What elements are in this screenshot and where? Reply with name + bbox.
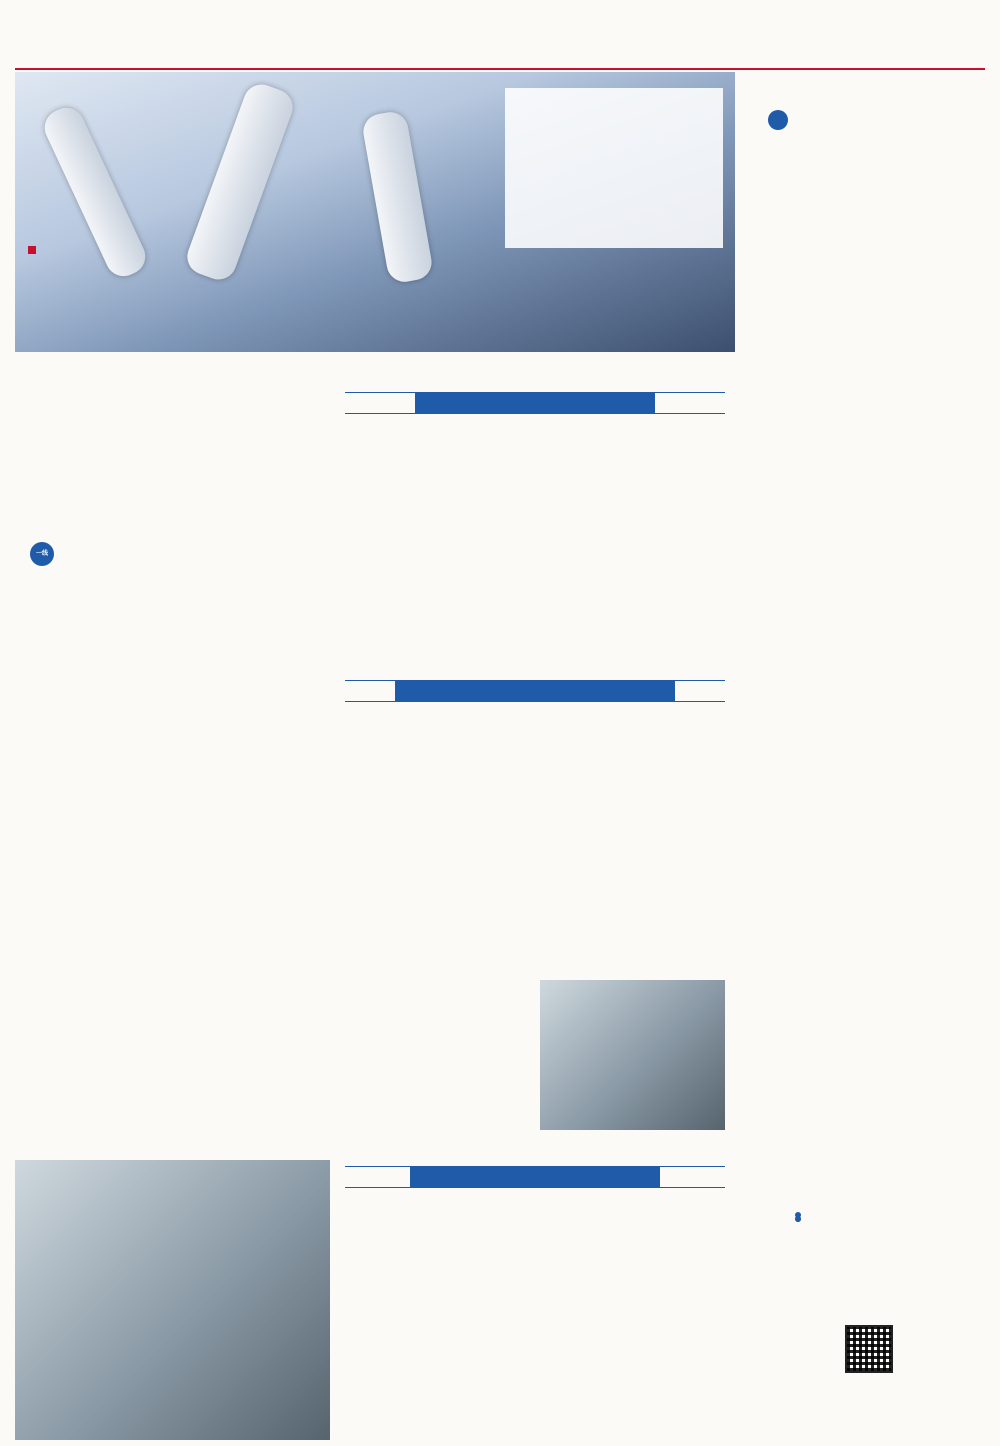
section1-col2 bbox=[540, 428, 725, 678]
classroom-logo-icon: 一线 bbox=[30, 542, 54, 566]
section2-heading-rule bbox=[345, 680, 725, 702]
students-lab-photo bbox=[15, 1160, 330, 1440]
masthead bbox=[0, 0, 1000, 70]
observation-logo-icon bbox=[768, 110, 788, 130]
section3-col2 bbox=[540, 1200, 725, 1440]
section3-heading bbox=[410, 1166, 660, 1188]
robot-competition-photo bbox=[540, 980, 725, 1130]
section2-heading bbox=[395, 680, 675, 702]
robot-arm-image bbox=[182, 79, 297, 284]
robot-arm-image bbox=[39, 102, 151, 282]
series-tag bbox=[28, 243, 40, 257]
observation-title bbox=[910, 135, 970, 575]
section3-heading-rule bbox=[345, 1166, 725, 1188]
observation-logo bbox=[768, 110, 792, 130]
classroom-badge bbox=[30, 542, 160, 568]
observation-text-top bbox=[762, 170, 902, 580]
robot-arm-image bbox=[361, 109, 435, 284]
classroom-col2 bbox=[182, 668, 320, 1106]
section1-col1 bbox=[345, 428, 530, 678]
news-list bbox=[795, 1208, 985, 1212]
section1-heading bbox=[415, 392, 655, 414]
section2-col1 bbox=[345, 714, 530, 1154]
section3-col1 bbox=[345, 1200, 530, 1440]
section2-col2 bbox=[540, 714, 725, 976]
observation-text-bottom bbox=[762, 580, 984, 1150]
editor-intro bbox=[505, 88, 723, 248]
masthead-rule bbox=[15, 68, 985, 70]
classroom-col1 bbox=[30, 688, 175, 1150]
section1-heading-rule bbox=[345, 392, 725, 414]
qr-code[interactable] bbox=[845, 1325, 893, 1373]
